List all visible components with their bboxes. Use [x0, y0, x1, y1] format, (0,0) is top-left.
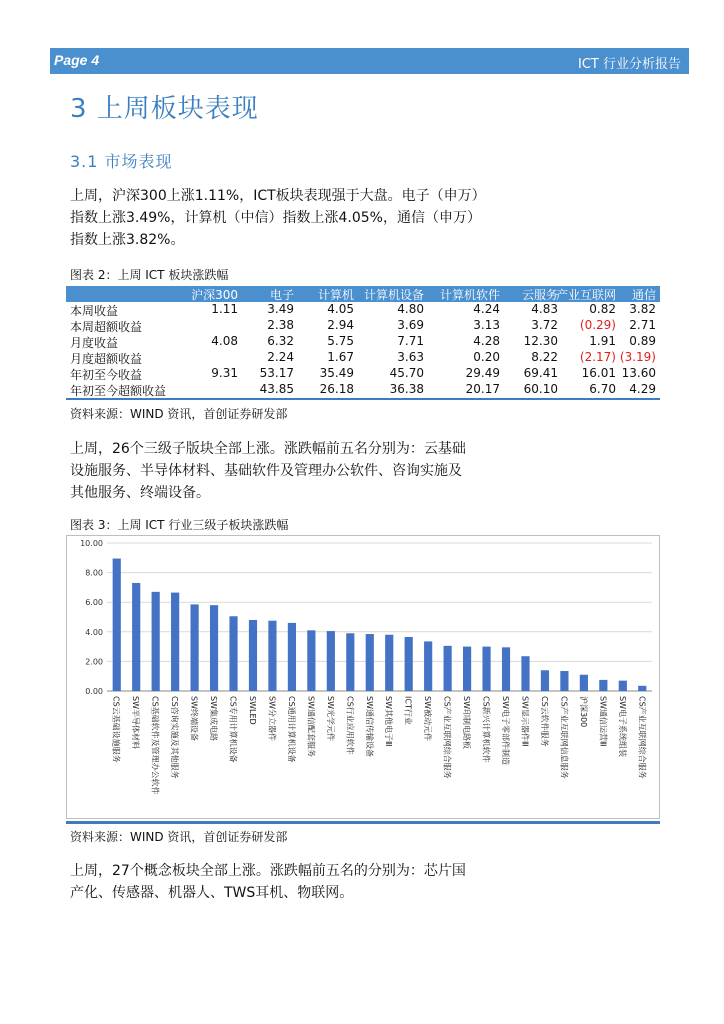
chart-bar	[268, 621, 276, 691]
table-column-header: 电子	[269, 288, 294, 302]
chart-x-tick-label: SW通信传输设备	[364, 696, 374, 757]
table-row-label: 年初至今收益	[70, 368, 143, 382]
section-title: 3 上周板块表现	[70, 94, 259, 124]
chart-x-tick-label: CS专用计算机设备	[228, 696, 238, 763]
paragraph-subsectors	[70, 438, 520, 504]
table-column-header: 计算机	[317, 288, 354, 302]
table-cell: 5.75	[327, 334, 354, 348]
chart-bar	[580, 675, 588, 691]
table-cell: 3.49	[267, 302, 294, 316]
page-header	[50, 48, 689, 74]
table-cell: 9.31	[211, 366, 238, 380]
bar-chart-svg	[67, 536, 659, 818]
table-cell: 53.17	[259, 366, 294, 380]
chart-bar	[191, 604, 199, 691]
table-column-header: 计算机软件	[439, 288, 500, 302]
paragraph-line: 上周，27个概念板块全部上涨。涨跌幅前五名的分别为：芯片国	[70, 863, 466, 879]
table-row	[66, 366, 660, 382]
chart-x-tick-label: ICT行业	[403, 696, 413, 725]
chart-bar	[210, 605, 218, 691]
table-row	[66, 382, 660, 398]
bar-chart	[66, 535, 660, 819]
table-cell: 3.69	[397, 318, 424, 332]
table-row-label: 本周收益	[70, 304, 119, 318]
table-cell: 20.17	[465, 382, 500, 396]
chart-bar	[171, 593, 179, 691]
chart-x-tick-label: SW通信配套服务	[306, 696, 316, 757]
table-cell: 4.24	[473, 302, 500, 316]
chart-x-tick-label: CS咨询实施及其他服务	[170, 696, 180, 779]
chart-x-tick-label: SWLED	[247, 696, 257, 725]
paragraph-line: 设施服务、半导体材料、基础软件及管理办公软件、咨询实施及	[70, 463, 462, 479]
chart-bar	[346, 633, 354, 691]
chart-y-tick-label: 10.00	[80, 539, 103, 548]
table-cell: 7.71	[397, 334, 424, 348]
table-row	[66, 350, 660, 366]
table-cell: 29.49	[465, 366, 500, 380]
chart-y-tick-label: 0.00	[85, 687, 103, 696]
paragraph-line: 上周，26个三级子版块全部上涨。涨跌幅前五名分别为：云基础	[70, 441, 466, 457]
table-cell: 3.82	[629, 302, 656, 316]
paragraph-concepts	[70, 860, 520, 904]
table-cell: 2.24	[267, 350, 294, 364]
chart-bar	[424, 641, 432, 691]
table-cell: 3.72	[531, 318, 558, 332]
chart-x-tick-label: CS产业互联网综合服务	[637, 696, 647, 779]
chart-bar	[385, 635, 393, 691]
table-cell: 0.89	[629, 334, 656, 348]
table-cell: 16.01	[581, 366, 616, 380]
sector-performance-table	[66, 286, 660, 398]
chart-bar	[366, 634, 374, 691]
chart-x-tick-label: SW通信运营Ⅲ	[598, 696, 608, 747]
table-row	[66, 302, 660, 318]
chart-bar	[444, 646, 452, 691]
chart-bar	[502, 647, 510, 691]
chart-x-tick-label: SW电子零部件制造	[501, 696, 511, 765]
chart-x-tick-label: SW其他电子Ⅲ	[384, 696, 394, 747]
table-cell: 45.70	[389, 366, 424, 380]
chart-y-tick-label: 6.00	[85, 598, 103, 608]
chart-x-tick-label: CS产业互联网综合服务	[442, 696, 452, 779]
table-cell: 4.28	[473, 334, 500, 348]
table-cell: 69.41	[523, 366, 558, 380]
table-cell: 6.32	[267, 334, 294, 348]
chart-source: 资料来源：WIND 资讯，首创证券研发部	[70, 830, 288, 844]
table-row-label: 月度收益	[70, 336, 119, 350]
paragraph-line: 指数上涨3.49%，计算机（中信）指数上涨4.05%，通信（申万）	[70, 210, 481, 226]
paragraph-line: 上周，沪深300上涨1.11%，ICT板块表现强于大盘。电子（申万）	[70, 188, 486, 204]
table-cell: 4.29	[629, 382, 656, 396]
chart-bar	[638, 686, 646, 691]
chart-x-tick-label: CS云基础设施服务	[111, 696, 121, 763]
chart-x-tick-label: SW分立器件	[267, 696, 277, 741]
chart-x-tick-label: SW终端设备	[189, 696, 199, 741]
chart-x-tick-label: SW集成电路	[209, 696, 219, 741]
table-cell: 1.91	[589, 334, 616, 348]
table-cell: 1.67	[327, 350, 354, 364]
chart-bar	[560, 671, 568, 691]
table-column-header: 云服务	[521, 288, 558, 302]
table-bottom-rule	[66, 398, 660, 400]
table-title: 图表 2：上周 ICT 板块涨跌幅	[70, 268, 229, 282]
chart-bar	[113, 559, 121, 691]
table-cell: 4.05	[327, 302, 354, 316]
page-number: Page 4	[54, 52, 100, 68]
chart-bar	[482, 647, 490, 691]
table-cell: 3.13	[473, 318, 500, 332]
chart-x-tick-label: 沪深300	[578, 696, 588, 728]
table-cell: (3.19)	[619, 350, 656, 364]
chart-bar	[249, 620, 257, 691]
table-cell: 6.70	[589, 382, 616, 396]
chart-x-tick-label: SW光学元件	[325, 696, 335, 741]
table-cell: 2.38	[267, 318, 294, 332]
table-cell: 2.94	[327, 318, 354, 332]
chart-x-tick-label: SW被动元件	[423, 696, 433, 741]
chart-bar	[132, 583, 140, 691]
chart-x-tick-label: CS云软件服务	[539, 696, 549, 747]
table-cell: 8.22	[531, 350, 558, 364]
chart-y-tick-label: 4.00	[85, 627, 103, 637]
table-row-label: 本周超额收益	[70, 320, 143, 334]
chart-x-tick-label: SW显示器件Ⅲ	[520, 696, 530, 747]
table-cell: 12.30	[523, 334, 558, 348]
chart-x-tick-label: CS行业应用软件	[345, 696, 355, 755]
table-cell: 4.80	[397, 302, 424, 316]
table-column-header: 沪深300	[191, 288, 238, 302]
chart-bar	[327, 631, 335, 691]
chart-bar	[463, 647, 471, 691]
chart-bar	[619, 681, 627, 691]
chart-bar	[307, 630, 315, 691]
chart-bottom-rule	[66, 821, 660, 824]
table-row-label: 月度超额收益	[70, 352, 143, 366]
table-row	[66, 334, 660, 350]
table-row	[66, 318, 660, 334]
paragraph-line: 产化、传感器、机器人、TWS耳机、物联网。	[70, 885, 354, 901]
table-cell: 35.49	[319, 366, 354, 380]
chart-bar	[405, 637, 413, 691]
chart-x-tick-label: CS新兴计算机软件	[481, 696, 491, 763]
chart-x-tick-label: SW印制电路板	[462, 696, 472, 749]
table-cell: 43.85	[259, 382, 294, 396]
table-cell: (2.17)	[579, 350, 616, 364]
table-cell: 4.83	[531, 302, 558, 316]
table-cell: 1.11	[211, 302, 238, 316]
table-header-row	[66, 286, 660, 302]
table-cell: 26.18	[319, 382, 354, 396]
table-cell: 36.38	[389, 382, 424, 396]
table-column-header: 计算机设备	[363, 288, 424, 302]
report-title: ICT 行业分析报告	[578, 57, 681, 72]
paragraph-line: 其他服务、终端设备。	[70, 485, 210, 501]
chart-x-tick-label: CS通用计算机设备	[286, 696, 296, 763]
chart-title: 图表 3：上周 ICT 行业三级子板块涨跌幅	[70, 518, 289, 532]
chart-bar	[521, 656, 529, 691]
table-cell: 0.20	[473, 350, 500, 364]
table-column-header: 通信	[631, 288, 656, 302]
chart-x-tick-label: SW半导体材料	[131, 696, 141, 749]
table-cell: 2.71	[629, 318, 656, 332]
table-cell: 13.60	[621, 366, 656, 380]
table-cell: 60.10	[523, 382, 558, 396]
table-cell: 0.82	[589, 302, 616, 316]
paragraph-market	[70, 185, 510, 251]
table-cell: (0.29)	[579, 318, 616, 332]
chart-bar	[541, 670, 549, 691]
chart-bar	[599, 680, 607, 691]
chart-bar	[288, 623, 296, 691]
paragraph-line: 指数上涨3.82%。	[70, 232, 185, 248]
chart-bar	[152, 592, 160, 691]
table-cell: 3.63	[397, 350, 424, 364]
chart-x-tick-label: CS产业互联网信息服务	[559, 696, 569, 779]
table-column-header: 产业互联网	[555, 288, 616, 302]
chart-y-tick-label: 8.00	[85, 568, 103, 578]
table-cell: 4.08	[211, 334, 238, 348]
chart-x-tick-label: SW电子系统组装	[617, 696, 627, 757]
subsection-title: 3.1 市场表现	[70, 152, 173, 171]
table-row-label: 年初至今超额收益	[70, 384, 167, 398]
chart-x-tick-label: CS基础软件及管理办公软件	[150, 696, 160, 795]
chart-y-tick-label: 2.00	[85, 657, 103, 667]
table-source: 资料来源：WIND 资讯，首创证券研发部	[70, 407, 288, 421]
chart-bar	[229, 616, 237, 691]
